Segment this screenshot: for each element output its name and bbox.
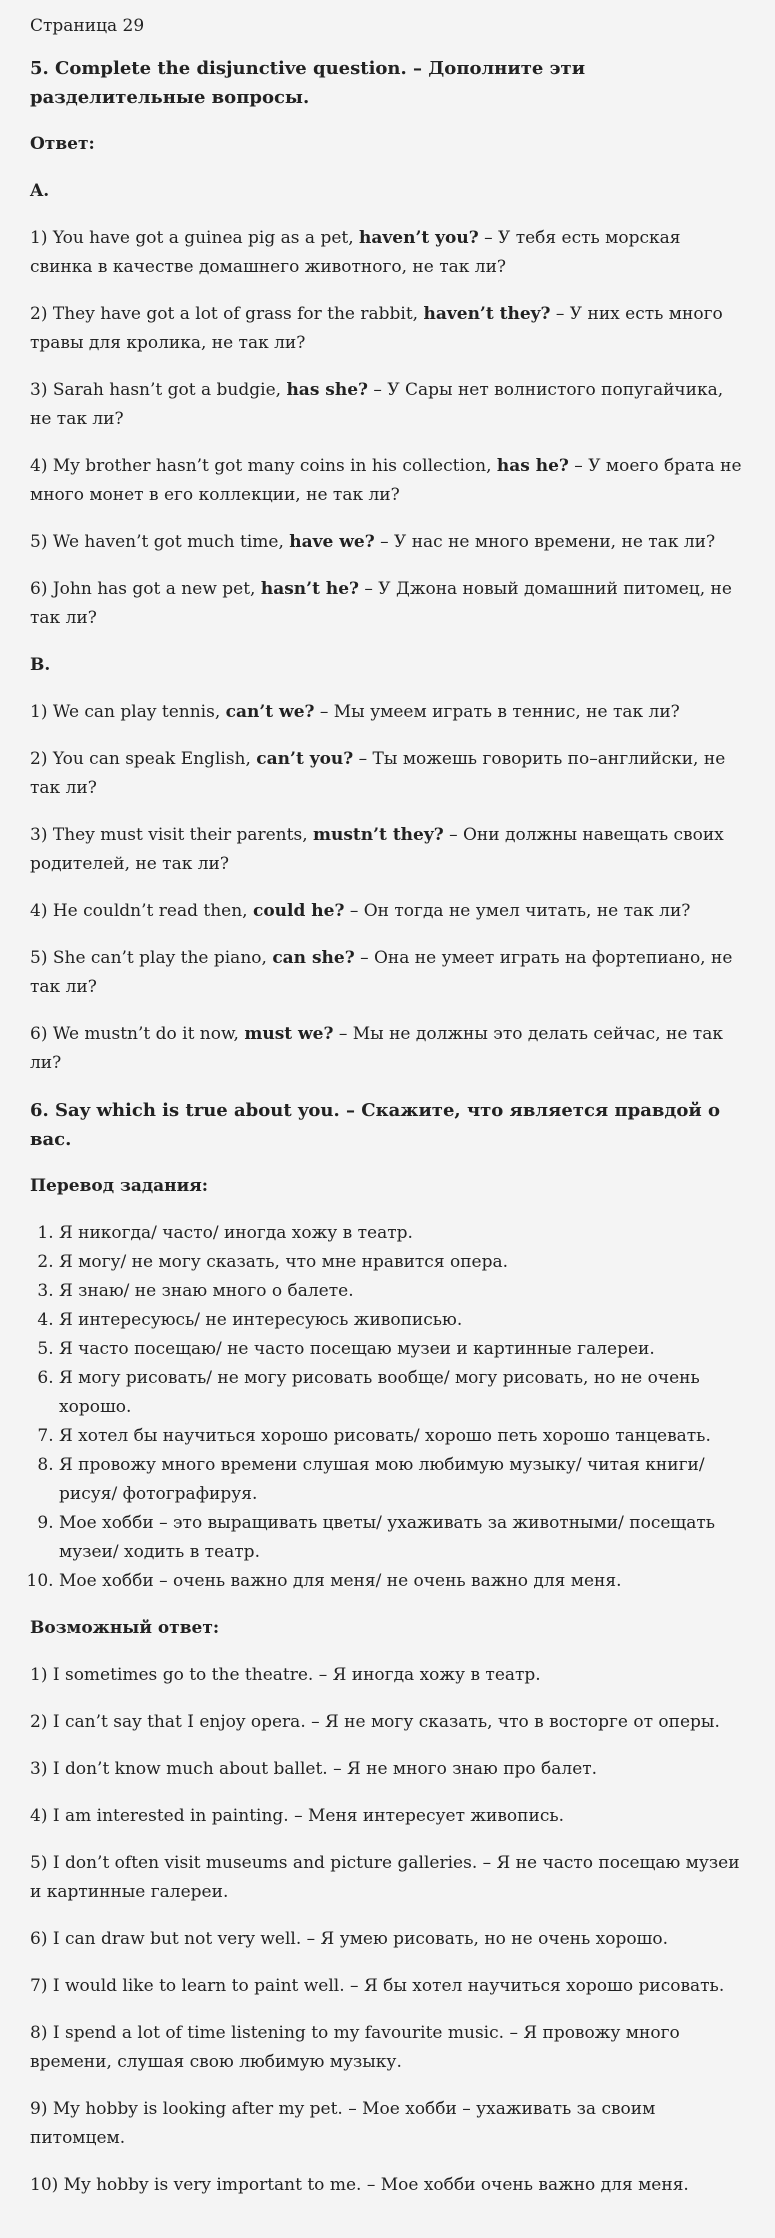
question-item <box>30 376 745 434</box>
translation-label: Перевод задания: <box>30 1176 209 1196</box>
answer-item: 1) I sometimes go to the theatre. – Я иногда хожу в театр. <box>30 1665 541 1685</box>
task-item: 1. Я никогда/ часто/ иногда хожу в театр. <box>59 1219 745 1248</box>
translation-text: – У нас не много времени, не так ли? <box>374 532 716 552</box>
question-item <box>30 821 745 879</box>
question-item <box>30 897 745 926</box>
tag-question: could he? <box>252 901 345 921</box>
sentence-text: 2) They have got a lot of grass for the rabbit, <box>30 304 424 324</box>
tag-question: hasn’t he? <box>260 579 359 599</box>
sentence-text: 1) You have got a guinea pig as a pet, <box>30 228 360 248</box>
tag-question: haven’t they? <box>423 304 551 324</box>
answer-item: 2) I can’t say that I enjoy opera. – Я не могу сказать, что в восторге от оперы. <box>30 1712 720 1732</box>
answer-item: 7) I would like to learn to paint well. – Я бы хотел научиться хорошо рисовать. <box>30 1976 725 1996</box>
question-item <box>30 575 745 633</box>
question-item <box>30 300 745 358</box>
sentence-text: 3) They must visit their parents, <box>30 825 313 845</box>
tag-question: must we? <box>244 1024 334 1044</box>
section-b-label: B. <box>30 655 51 675</box>
answer-item: 4) I am interested in painting. – Меня интересует живопись. <box>30 1806 565 1826</box>
translation-text: – Они должны навещать своих родителей, не так ли? <box>30 825 724 874</box>
sentence-text: 1) We can play tennis, <box>30 702 226 722</box>
translation-text: – У Джона новый домашний питомец, не так ли? <box>30 579 732 628</box>
answer-item: 5) I don’t often visit museums and picture galleries. – Я не часто посещаю музеи и картинные галереи. <box>30 1853 740 1902</box>
page-number: Страница 29 <box>30 16 145 36</box>
task-item: 6. Я могу рисовать/ не могу рисовать вообще/ могу рисовать, но не очень хорошо. <box>59 1364 745 1422</box>
translation-text: – Ты можешь говорить по–английски, не так ли? <box>30 749 726 798</box>
sentence-text: 6) We mustn’t do it now, <box>30 1024 245 1044</box>
task-list <box>30 1219 745 1596</box>
sentence-text: 5) She can’t play the piano, <box>30 948 273 968</box>
tag-question: can’t you? <box>256 749 354 769</box>
tag-question: haven’t you? <box>359 228 479 248</box>
translation-text: – У них есть много травы для кролика, не так ли? <box>30 304 723 353</box>
possible-answer-label: Возможный ответ: <box>30 1618 220 1638</box>
translation-text: – Мы умеем играть в теннис, не так ли? <box>314 702 680 722</box>
task-item: 5. Я часто посещаю/ не часто посещаю музеи и картинные галереи. <box>59 1335 745 1364</box>
sentence-text: 6) John has got a new pet, <box>30 579 261 599</box>
task-item: 3. Я знаю/ не знаю много о балете. <box>59 1277 745 1306</box>
sentence-text: 3) Sarah hasn’t got a budgie, <box>30 380 287 400</box>
sentence-text: 2) You can speak English, <box>30 749 257 769</box>
answer-item: 8) I spend a lot of time listening to my favourite music. – Я провожу много времени, слушая свою любимую музыку. <box>30 2023 680 2072</box>
task-item: 9. Мое хобби – это выращивать цветы/ ухаживать за животными/ посещать музеи/ ходить в театр. <box>59 1509 745 1567</box>
tag-question: can she? <box>272 948 355 968</box>
question-item <box>30 944 745 1002</box>
task-item: 8. Я провожу много времени слушая мою любимую музыку/ читая книги/ рисуя/ фотографируя. <box>59 1451 745 1509</box>
translation-text: – Он тогда не умел читать, не так ли? <box>344 901 691 921</box>
translation-text: – У тебя есть морская свинка в качестве домашнего животного, не так ли? <box>30 228 681 277</box>
answer-item: 9) My hobby is looking after my pet. – Мое хобби – ухаживать за своим питомцем. <box>30 2099 656 2148</box>
task-item: 7. Я хотел бы научиться хорошо рисовать/ хорошо петь хорошо танцевать. <box>59 1422 745 1451</box>
answer-item: 10) My hobby is very important to me. – Мое хобби очень важно для меня. <box>30 2175 689 2195</box>
tag-question: have we? <box>289 532 375 552</box>
exercise-6-title: 6. Say which is true about you. – Скажите, что является правдой о вас. <box>30 1100 721 1150</box>
tag-question: can’t we? <box>225 702 315 722</box>
sentence-text: 4) My brother hasn’t got many coins in his collection, <box>30 456 497 476</box>
tag-question: has he? <box>496 456 569 476</box>
answer-item: 3) I don’t know much about ballet. – Я не много знаю про балет. <box>30 1759 598 1779</box>
translation-text: – Она не умеет играть на фортепиано, не так ли? <box>30 948 733 997</box>
sentence-text: 4) He couldn’t read then, <box>30 901 253 921</box>
sentence-text: 5) We haven’t got much time, <box>30 532 290 552</box>
translation-text: – У моего брата не много монет в его коллекции, не так ли? <box>30 456 742 505</box>
task-item: 4. Я интересуюсь/ не интересуюсь живописью. <box>59 1306 745 1335</box>
question-item <box>30 745 745 803</box>
question-item <box>30 698 745 727</box>
translation-text: – Мы не должны это делать сейчас, не так ли? <box>30 1024 723 1073</box>
exercise-5-title: 5. Complete the disjunctive question. – Дополните эти разделительные вопросы. <box>30 58 586 108</box>
task-item: 10. Мое хобби – очень важно для меня/ не очень важно для меня. <box>59 1567 745 1596</box>
task-item: 2. Я могу/ не могу сказать, что мне нравится опера. <box>59 1248 745 1277</box>
tag-question: has she? <box>286 380 369 400</box>
section-a-label: A. <box>30 181 50 201</box>
question-item <box>30 528 745 557</box>
question-item <box>30 1020 745 1078</box>
question-item <box>30 452 745 510</box>
tag-question: mustn’t they? <box>313 825 444 845</box>
translation-text: – У Сары нет волнистого попугайчика, не так ли? <box>30 380 724 429</box>
question-item <box>30 224 745 282</box>
answer-item: 6) I can draw but not very well. – Я умею рисовать, но не очень хорошо. <box>30 1929 668 1949</box>
answer-label: Ответ: <box>30 134 95 154</box>
